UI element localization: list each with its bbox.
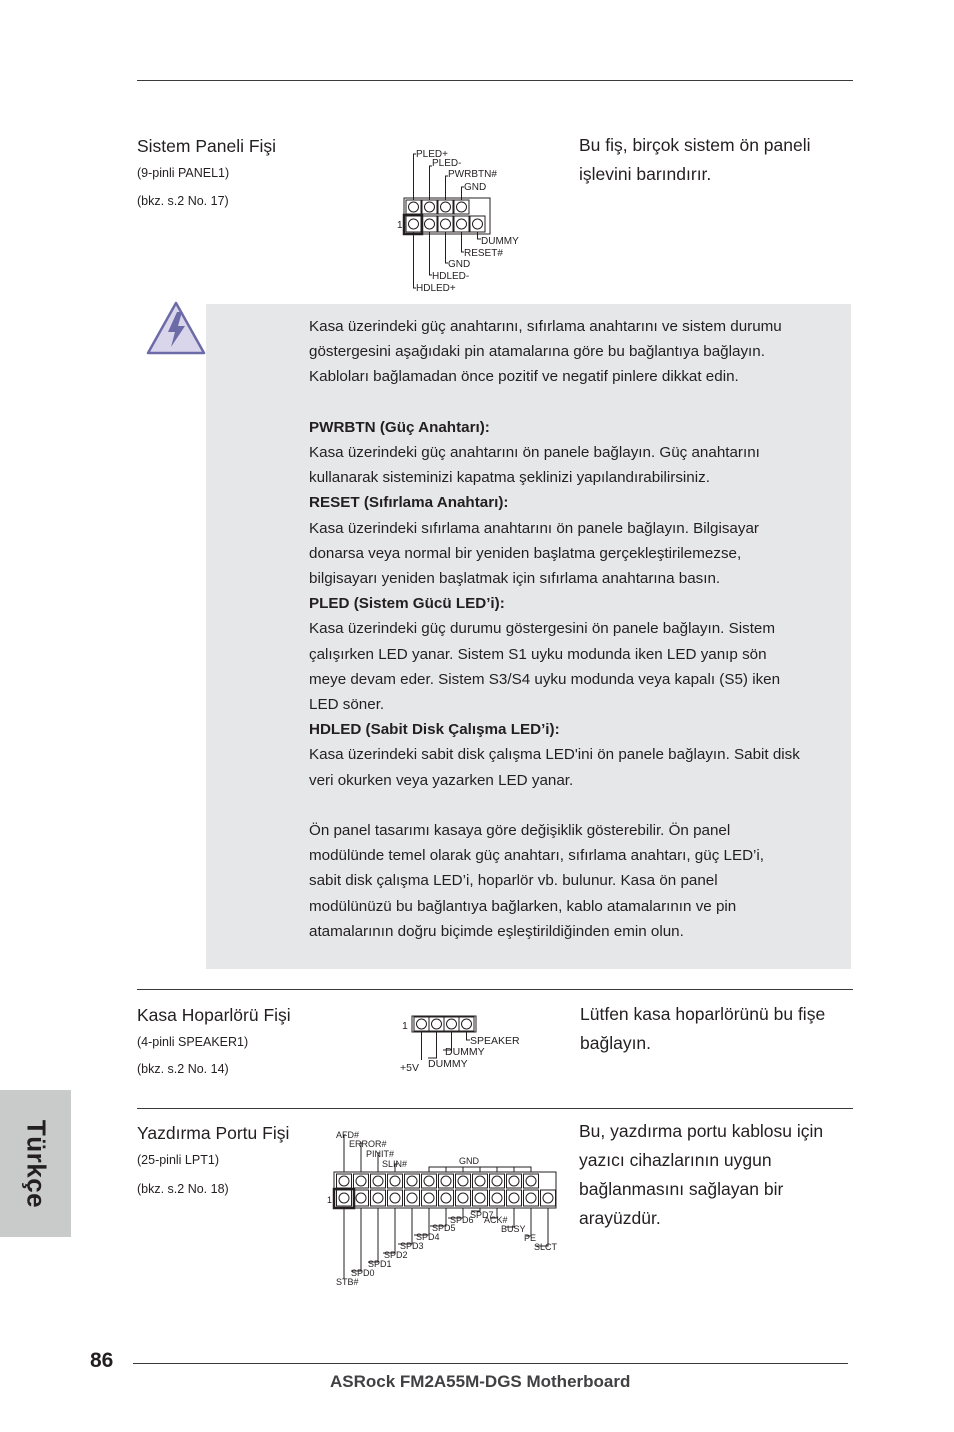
lpt-bottom-pin-hole (339, 1193, 349, 1203)
lpt-label-ack: ACK# (484, 1215, 508, 1225)
lpt-label-spd0: SPD0 (351, 1268, 375, 1278)
panel-top-row-pins (406, 200, 469, 214)
panel-desc-line1: Bu fiş, birçok sistem ön paneli (579, 135, 811, 155)
lpt-lead-slct (536, 1208, 548, 1246)
speaker-lead-dummy-b (428, 1031, 437, 1058)
lpt-lead-spd3 (398, 1208, 412, 1244)
lpt-top-pin-hole (424, 1176, 434, 1186)
lpt-bottom-pin-hole (492, 1193, 502, 1203)
footer-rule (133, 1363, 848, 1364)
panel-lead-pled-minus (430, 166, 433, 200)
speaker-pin1-label: 1 (402, 1020, 408, 1032)
lpt-label-slct: SLCT (534, 1242, 558, 1252)
panel-title: Sistem Paneli Fişi (137, 136, 277, 156)
lpt-bottom-pin-hole (458, 1193, 468, 1203)
lpt-label-pe: PE (524, 1233, 537, 1243)
lpt-label-afd: AFD# (336, 1130, 360, 1140)
speaker-label-speaker: SPEAKER (470, 1035, 520, 1047)
lpt-label-spd7: SPD7 (470, 1210, 494, 1220)
lpt-label-spd2: SPD2 (384, 1250, 408, 1260)
panel-ref: (bkz. s.2 No. 17) (137, 194, 229, 208)
panel-bottom-row-pins (406, 216, 485, 232)
lpt-subtitle: (25-pinli LPT1) (137, 1153, 219, 1167)
note-reset-1: Kasa üzerindeki sıfırlama anahtarını ön panele bağlayın. Bilgisayar (309, 519, 759, 537)
note-outro-4: modülünüzü bu bağlantıya bağlarken, kablo atamalarının ve pin (309, 897, 737, 915)
lpt-lead-spd1 (368, 1208, 378, 1262)
lpt-ref: (bkz. s.2 No. 18) (137, 1182, 229, 1196)
speaker-desc-line1: Lütfen kasa hoparlörünü bu fişe (580, 1004, 826, 1024)
lpt-bottom-pin-hole (526, 1193, 536, 1203)
panel-lead-pled-plus (414, 154, 417, 200)
speaker-label-5v: +5V (400, 1062, 419, 1074)
lpt-top-pin-hole (441, 1176, 451, 1186)
panel-label-reset: RESET# (464, 248, 503, 259)
lpt-bottom-pin-hole (424, 1193, 434, 1203)
footer-model: ASRock FM2A55M-DGS Motherboard (330, 1372, 631, 1391)
lpt-desc-line1: Bu, yazdırma portu kablosu için (579, 1121, 824, 1141)
page-number: 86 (90, 1349, 114, 1372)
note-outro-2: modülünde temel olarak güç anahtarı, sıfırlama anahtarı, güç LED’i, (309, 847, 765, 865)
speaker-connector-diagram (398, 1010, 528, 1074)
lpt-lead-spd2 (383, 1208, 395, 1253)
lpt-label-busy: BUSY (501, 1224, 526, 1234)
panel-connector-diagram (396, 140, 536, 296)
lpt-bottom-pin-hole (407, 1193, 417, 1203)
lpt-title: Yazdırma Portu Fişi (137, 1123, 290, 1143)
language-side-tab (0, 1090, 71, 1237)
panel-label-hdled-plus: HDLED+ (416, 283, 456, 294)
panel-subtitle: (9-pinli PANEL1) (137, 166, 230, 180)
speaker-pins (414, 1017, 474, 1031)
lpt-desc-line4: arayüzdür. (579, 1208, 661, 1228)
panel-label-gnd-top: GND (464, 182, 487, 193)
panel-pin1-marker (404, 215, 422, 234)
language-tab-label: Türkçe (21, 1119, 51, 1208)
lpt-label-slin: SLIN# (382, 1159, 408, 1169)
lpt-label-spd5: SPD5 (432, 1223, 456, 1233)
lpt-lead-pe (526, 1208, 531, 1236)
lpt-desc-line3: bağlanmasını sağlayan bir (579, 1179, 784, 1199)
speaker-subtitle: (4-pinli SPEAKER1) (137, 1035, 249, 1049)
top-rule (137, 80, 853, 81)
panel-pin1-label: 1 (397, 220, 403, 231)
lpt-top-pin-hole (492, 1176, 502, 1186)
note-pled-3: meye devam eder. Sistem S3/S4 uyku modunda veya kapalı (S5) iken (309, 670, 781, 688)
lpt-label-pinit: PINIT# (366, 1149, 395, 1159)
speaker-description (580, 1000, 860, 1058)
lpt-lead-spd4 (414, 1208, 429, 1235)
note-intro-2: göstergesini aşağıdaki pin atamalarına göre bu bağlantıya bağlayın. (309, 343, 765, 361)
lpt-top-pin-hole (509, 1176, 519, 1186)
lpt-bottom-pin-hole (373, 1193, 383, 1203)
lpt-label-error: ERROR# (349, 1139, 387, 1149)
lpt-lead-afd (344, 1135, 346, 1172)
lpt-top-pin-hole (458, 1176, 468, 1186)
lpt-top-pin-hole (356, 1176, 366, 1186)
note-outro-3: sabit disk çalışma LED’i, hoparlör vb. bulunur. Kasa ön panel (309, 872, 718, 890)
lpt-lead-spd0 (351, 1208, 361, 1271)
note-reset-3: bilgisayarı yeniden başlatmak için sıfırlama anahtarına basın. (309, 570, 721, 588)
panel-label-pled-minus: PLED- (432, 158, 462, 169)
panel-lead-hdled-plus (414, 232, 417, 288)
speaker-label-dummy-b: DUMMY (428, 1058, 468, 1070)
note-reset-2: donarsa veya normal bir yeniden başlatma gerçekleştirilemezse, (309, 544, 742, 562)
note-pwrbtn-2: kullanarak sisteminizi kapatma şeklinizi yapılandırabilirsiniz. (309, 469, 710, 487)
panel-label-pled-plus: PLED+ (416, 149, 448, 160)
note-pwrbtn-heading: PWRBTN (Güç Anahtarı): (309, 418, 490, 436)
lpt-top-pin-hole (407, 1176, 417, 1186)
note-pled-heading: PLED (Sistem Gücü LED’i): (309, 595, 505, 613)
note-intro-1: Kasa üzerindeki güç anahtarını, sıfırlama anahtarını ve sistem durumu (309, 318, 782, 335)
panel-description (579, 131, 859, 189)
lpt-top-pin-hole (339, 1176, 349, 1186)
panel-label-pwrbtn: PWRBTN# (448, 169, 497, 180)
note-hdled-2: veri okurken veya yazarken LED yanar. (309, 771, 574, 789)
note-pled-2: çalışırken LED yanar. Sistem S1 uyku modunda iken LED yanıp sön (309, 645, 767, 663)
note-hdled-heading: HDLED (Sabit Disk Çalışma LED’i): (309, 721, 560, 739)
lpt-label-spd4: SPD4 (416, 1232, 440, 1242)
lpt-top-pin-hole (526, 1176, 536, 1186)
panel-label-gnd-bottom: GND (448, 259, 471, 270)
warning-icon (144, 298, 208, 358)
panel-label-hdled-minus: HDLED- (432, 271, 470, 282)
section-rule-speaker (137, 989, 853, 990)
lpt-top-pin-hole (475, 1176, 485, 1186)
lpt-bottom-pin-hole (390, 1193, 400, 1203)
panel-lead-hdled-minus (430, 232, 433, 275)
panel-desc-line2: işlevini barındırır. (579, 164, 712, 184)
lpt-bottom-pin-hole (356, 1193, 366, 1203)
speaker-label-dummy-a: DUMMY (445, 1046, 485, 1058)
lpt-label-stb: STB# (336, 1277, 359, 1287)
speaker-ref: (bkz. s.2 No. 14) (137, 1062, 229, 1076)
lpt-top-pin-hole (390, 1176, 400, 1186)
section-rule-lpt (137, 1108, 853, 1109)
panel-label-dummy: DUMMY (481, 236, 519, 247)
speaker-title: Kasa Hoparlörü Fişi (137, 1005, 291, 1025)
lpt-label-spd1: SPD1 (368, 1259, 392, 1269)
lpt-bottom-pin-hole (543, 1193, 553, 1203)
note-hdled-1: Kasa üzerindeki sabit disk çalışma LED'ini ön panele bağlayın. Sabit disk (309, 746, 800, 764)
lpt-bottom-pin-hole (509, 1193, 519, 1203)
note-outro-5: atamalarının doğru biçimde eşleştirildiğinden emin olun. (309, 922, 684, 940)
note-pled-1: Kasa üzerindeki güç durumu göstergesini ön panele bağlayın. Sistem (309, 620, 776, 638)
lpt-bottom-pin-hole (441, 1193, 451, 1203)
lpt-desc-line2: yazıcı cihazlarının uygun (579, 1150, 772, 1170)
note-reset-heading: RESET (Sıfırlama Anahtarı): (309, 494, 509, 512)
lpt-label-gnd: GND (459, 1156, 479, 1166)
lpt-bottom-pin-hole (475, 1193, 485, 1203)
lpt-label-spd6: SPD6 (450, 1215, 474, 1225)
lpt-label-spd3: SPD3 (400, 1241, 424, 1251)
lpt-connector-diagram (326, 1124, 566, 1290)
lpt-pin1-label: 1 (327, 1195, 333, 1205)
note-outro-1: Ön panel tasarımı kasaya göre değişiklik gösterebilir. Ön panel (309, 822, 731, 840)
note-pled-4: LED söner. (309, 696, 385, 714)
speaker-desc-line2: bağlayın. (580, 1033, 652, 1053)
lpt-description (579, 1117, 869, 1233)
note-intro-3: Kabloları bağlamadan önce pozitif ve negatif pinlere dikkat edin. (309, 368, 739, 386)
lpt-top-pin-hole (373, 1176, 383, 1186)
note-text (309, 314, 854, 944)
note-pwrbtn-1: Kasa üzerindeki güç anahtarını ön panele bağlayın. Güç anahtarını (309, 444, 760, 461)
